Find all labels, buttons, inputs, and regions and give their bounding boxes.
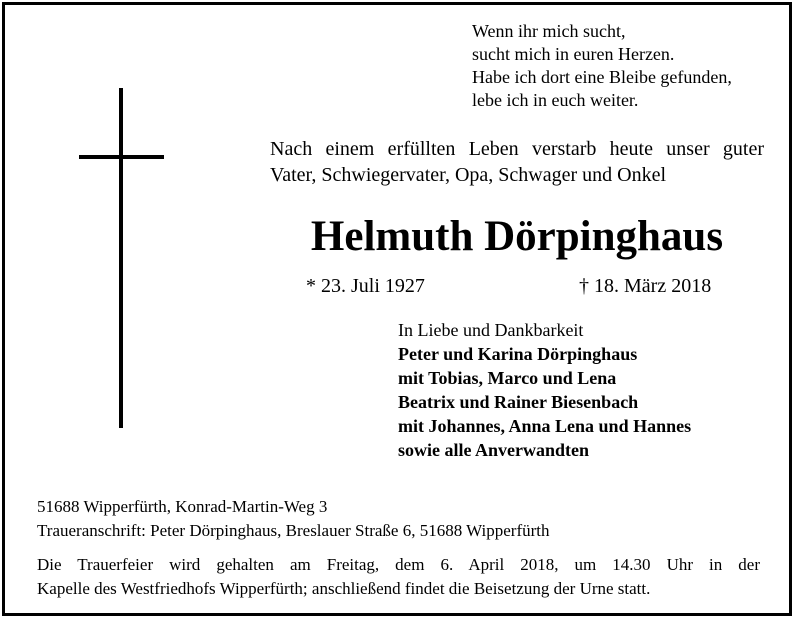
mourner-line: mit Johannes, Anna Lena und Hannes <box>398 416 692 436</box>
mourning-address: Traueranschrift: Peter Dörpinghaus, Breslauer Straße 6, 51688 Wipperfürth <box>37 521 550 540</box>
birth-date: * 23. Juli 1927 <box>306 275 425 297</box>
mourners-block <box>398 318 691 462</box>
poem-line: Wenn ihr mich sucht, <box>472 21 626 41</box>
mourner-line: Beatrix und Rainer Biesenbach <box>398 392 639 412</box>
poem-line: lebe ich in euch weiter. <box>472 90 639 110</box>
poem <box>472 20 732 112</box>
cross-horizontal-bar <box>79 155 164 159</box>
funeral-line: Kapelle des Westfriedhofs Wipperfürth; anschließend findet die Beisetzung der Urne statt. <box>37 579 651 598</box>
mourner-line: mit Tobias, Marco und Lena <box>398 368 617 388</box>
poem-line: Habe ich dort eine Bleibe gefunden, <box>472 67 732 87</box>
address-block <box>37 495 550 543</box>
deceased-name: Helmuth Dörpinghaus <box>310 213 724 260</box>
mourners-intro: In Liebe und Dankbarkeit <box>398 320 584 340</box>
home-address: 51688 Wipperfürth, Konrad-Martin-Weg 3 <box>37 497 328 516</box>
poem-line: sucht mich in euren Herzen. <box>472 44 675 64</box>
death-date: † 18. März 2018 <box>579 275 712 297</box>
announcement-line: Nach einem erfüllten Leben verstarb heute unser guter <box>270 138 764 160</box>
mourner-line: Peter und Karina Dörpinghaus <box>398 344 638 364</box>
funeral-notice <box>37 553 760 601</box>
announcement-line: Vater, Schwiegervater, Opa, Schwager und Onkel <box>270 164 667 186</box>
cross-vertical-bar <box>119 88 123 428</box>
death-announcement <box>270 136 764 188</box>
funeral-line: Die Trauerfeier wird gehalten am Freitag, dem 6. April 2018, um 14.30 Uhr in der <box>37 555 760 574</box>
mourner-line: sowie alle Anverwandten <box>398 440 589 460</box>
